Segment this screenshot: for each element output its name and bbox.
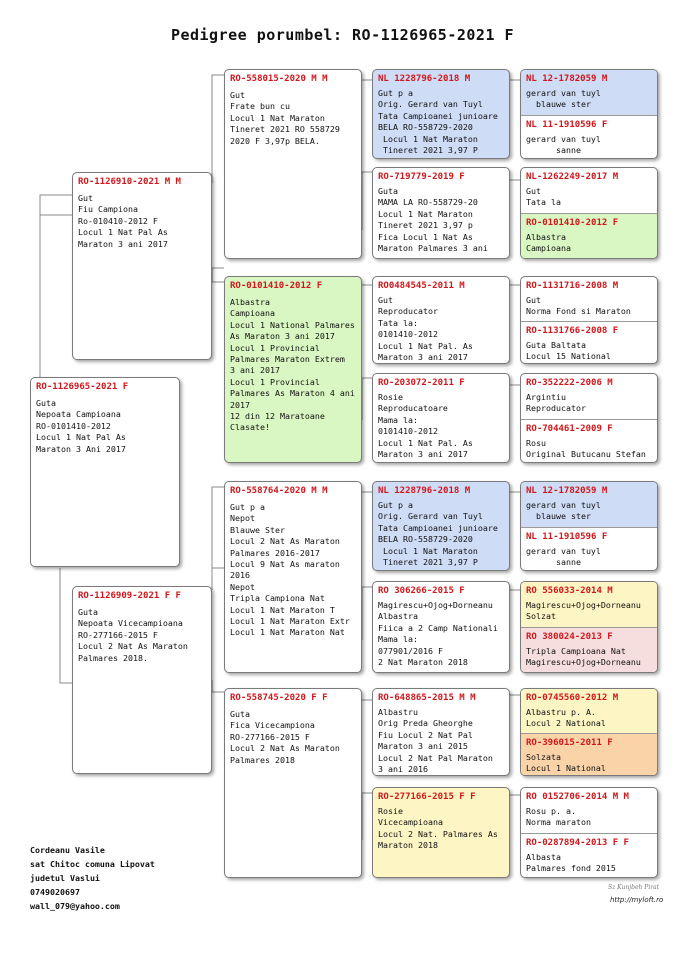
gen4-2-text: gerard van tuyl sanne (526, 134, 601, 156)
gen2-1-text: Gut Frate bun cu Locul 1 Nat Maraton Tineret 2021 RO 558729 2020 F 3,97p BELA. (230, 90, 340, 146)
gen4-5-text: Gut Norma Fond si Maraton (526, 295, 631, 317)
gen4-9-text: gerard van tuyl blauwe ster (526, 500, 601, 522)
card-gen4-5[interactable] (520, 481, 658, 571)
gen4-10-text: gerard van tuyl sanne (526, 546, 601, 568)
card-subject[interactable] (30, 377, 180, 567)
connector-g2-1 (212, 75, 224, 183)
card-sire[interactable] (72, 172, 212, 360)
connector-g3-4 (362, 378, 372, 420)
gen4-4-text: Albastra Campioana (526, 232, 571, 254)
gen4-6-text: Guta Baltata Locul 15 National (526, 340, 611, 362)
gen2-2-ring: RO-0101410-2012 F (230, 281, 323, 291)
gen3-6-text: Magirescu+Ojog+Dorneanu Albastra Fiica a 2 Camp Nationali Mama la: 077901/2016 F 2 Nat Maraton 2018 (378, 600, 498, 668)
gen2-1-ring: RO-558015-2020 M M (230, 74, 328, 84)
connector-dam (60, 568, 72, 683)
card-gen2-3[interactable] (224, 481, 362, 673)
subject-ring: RO-1126965-2021 F (36, 382, 129, 392)
gen4-14-ring: RO-396015-2011 F (526, 738, 613, 748)
website-link[interactable]: http://myloft.ro (610, 896, 664, 904)
card-gen4-4[interactable] (520, 373, 658, 463)
card-gen2-1[interactable] (224, 69, 362, 259)
gen4-13-text: Albastru p. A. Locul 2 National (526, 707, 606, 729)
gen3-1-text: Gut p a Orig. Gerard van Tuyl Tata Campioanei junioare BELA RO-558729-2020 Locul 1 Nat Maraton Tineret 2021 3,97 P (378, 88, 498, 156)
gen4-11-ring: RO 556033-2014 M (526, 586, 613, 596)
connector-sire-tick (40, 215, 72, 382)
gen4-3-ring: NL-1262249-2017 M (526, 172, 619, 182)
gen2-3-text: Gut p a Nepot Blauwe Ster Locul 2 Nat As Maraton Palmares 2016-2017 Locul 9 Nat As maraton 2016 Nepot Tripla Campiona Nat Locul 1 Nat Maraton T Locul 1 Nat Maraton Extr Locul 1 Nat Maraton Nat (230, 502, 350, 638)
gen3-8-ring: RO-277166-2015 F F (378, 792, 476, 802)
gen4-10-ring: NL 11-1910596 F (526, 532, 608, 542)
sire-text: Gut Fiu Campiona Ro-010410-2012 F Locul 1 Nat Pal As Maraton 3 ani 2017 (78, 193, 168, 249)
card-gen3-1[interactable] (372, 69, 510, 159)
gen4-16-ring: RO-0287894-2013 F F (526, 838, 629, 848)
gen4-13-ring: RO-0745560-2012 M (526, 693, 619, 703)
gen3-2-ring: RO-719779-2019 F (378, 172, 465, 182)
gen4-16-text: Albasta Palmares fond 2015 (526, 852, 616, 874)
connector-g2-2 (212, 268, 224, 282)
card-gen2-4[interactable] (224, 688, 362, 878)
gen3-4-text: Rosie Reproducatoare Mama la: 0101410-2012 Locul 1 Nat Pal. As Maraton 3 ani 2017 (378, 392, 473, 460)
gen4-14-text: Solzata Locul 1 National (526, 752, 606, 774)
gen3-1-ring: NL 1228796-2018 M (378, 74, 471, 84)
card-gen3-3[interactable] (372, 276, 510, 364)
gen2-4-text: Guta Fica Vicecampiona RO-277166-2015 F Locul 2 Nat As Maraton Palmares 2018 (230, 709, 340, 765)
gen4-6-ring: RO-1131766-2008 F (526, 326, 619, 336)
gen2-3-ring: RO-558764-2020 M M (230, 486, 328, 496)
card-gen3-7[interactable] (372, 688, 510, 776)
gen3-5-text: Gut p a Orig. Gerard van Tuyl Tata Campioanei junioare BELA RO-558729-2020 Locul 1 Nat Maraton Tineret 2021 3,97 P (378, 500, 498, 568)
gen2-2-text: Albastra Campioana Locul 1 National Palmares As Maraton 3 ani 2017 Locul 1 Provincial Palmares Maraton Extrem 3 ani 2017 Locul 1 Provincial Palmares As Maraton 4 ani 2017 12 din 12 Maratoane Clasate! (230, 297, 355, 433)
card-gen4-8[interactable] (520, 787, 658, 878)
connector-g3-8 (362, 793, 372, 840)
gen3-4-ring: RO-203072-2011 F (378, 378, 465, 388)
card-dam[interactable] (72, 586, 212, 774)
gen3-3-ring: RO0484545-2011 M (378, 281, 465, 291)
connector-g3-6 (362, 587, 372, 640)
gen4-15-ring: RO 0152706-2014 M M (526, 792, 629, 802)
gen4-12-text: Tripla Campioana Nat Magirescu+Ojog+Dorneanu (526, 646, 641, 668)
sire-ring: RO-1126910-2021 M M (78, 177, 181, 187)
page-title: Pedigree porumbel: RO-1126965-2021 F (170, 26, 515, 44)
gen4-2-ring: NL 11-1910596 F (526, 120, 608, 130)
gen4-1-ring: NL 12-1782059 M (526, 74, 608, 84)
card-gen4-7[interactable] (520, 688, 658, 776)
connector-g2-3 (212, 487, 224, 590)
gen4-9-ring: NL 12-1782059 M (526, 486, 608, 496)
card-gen3-2[interactable] (372, 167, 510, 259)
card-gen2-2[interactable] (224, 276, 362, 463)
gen4-8-ring: RO-704461-2009 F (526, 424, 613, 434)
gen4-11-text: Magirescu+Ojog+Dorneanu Solzat (526, 600, 641, 622)
gen3-2-text: Guta MAMA LA RO-558729-20 Locul 1 Nat Maraton Tineret 2021 3,97 p Fica Locul 1 Nat As Maraton Palmares 3 ani (378, 186, 488, 254)
signature: Sz Kunjbeh Pirat (608, 884, 660, 891)
owner-contact: Cordeanu Vasile sat Chitoc comuna Lipovat judetul Vaslui 0749020697 wall_079@yahoo.com (30, 845, 155, 911)
card-gen4-1[interactable] (520, 69, 658, 159)
gen4-7-text: Argintiu Reproducator (526, 392, 586, 414)
connector-g3-2 (362, 172, 372, 230)
subject-text: Guta Nepoata Campioana RO-0101410-2012 Locul 1 Nat Pal As Maraton 3 Ani 2017 (36, 398, 126, 454)
gen4-12-ring: RO 380024-2013 F (526, 632, 613, 642)
gen3-3-text: Gut Reproducator Tata la: 0101410-2012 Locul 1 Nat Pal. As Maraton 3 ani 2017 (378, 295, 473, 363)
card-gen3-5[interactable] (372, 481, 510, 571)
card-gen3-8[interactable] (372, 787, 510, 878)
gen4-4-ring: RO-0101410-2012 F (526, 218, 619, 228)
gen3-8-text: Rosie Vicecampioana Locul 2 Nat. Palmares As Maraton 2018 (378, 806, 498, 851)
gen3-6-ring: RO 306266-2015 F (378, 586, 465, 596)
dam-ring: RO-1126909-2021 F F (78, 591, 181, 601)
card-gen3-4[interactable] (372, 373, 510, 463)
gen4-8-text: Rosu Original Butucanu Stefan (526, 438, 646, 460)
connector-g2-4 (212, 680, 224, 692)
gen4-7-ring: RO-352222-2006 M (526, 378, 613, 388)
gen3-5-ring: NL 1228796-2018 M (378, 486, 471, 496)
gen3-7-ring: RO-648865-2015 M M (378, 693, 476, 703)
dam-text: Guta Nepoata Vicecampioana RO-277166-2015 F Locul 2 Nat As Maraton Palmares 2018. (78, 607, 188, 663)
gen4-1-text: gerard van tuyl blauwe ster (526, 88, 601, 110)
gen2-4-ring: RO-558745-2020 F F (230, 693, 328, 703)
gen3-7-text: Albastru Orig Preda Gheorghe Fiu Locul 2 Nat Pal Maraton 3 ani 2015 Locul 2 Nat Pal Maraton 3 ani 2016 (378, 707, 493, 775)
card-gen4-2[interactable] (520, 167, 658, 259)
gen4-3-text: Gut Tata la (526, 186, 561, 208)
card-gen4-6[interactable] (520, 581, 658, 673)
card-gen4-3[interactable] (520, 276, 658, 364)
card-gen3-6[interactable] (372, 581, 510, 673)
gen4-15-text: Rosu p. a. Norma maraton (526, 806, 591, 828)
connector-sire (40, 195, 72, 382)
gen4-5-ring: RO-1131716-2008 M (526, 281, 619, 291)
